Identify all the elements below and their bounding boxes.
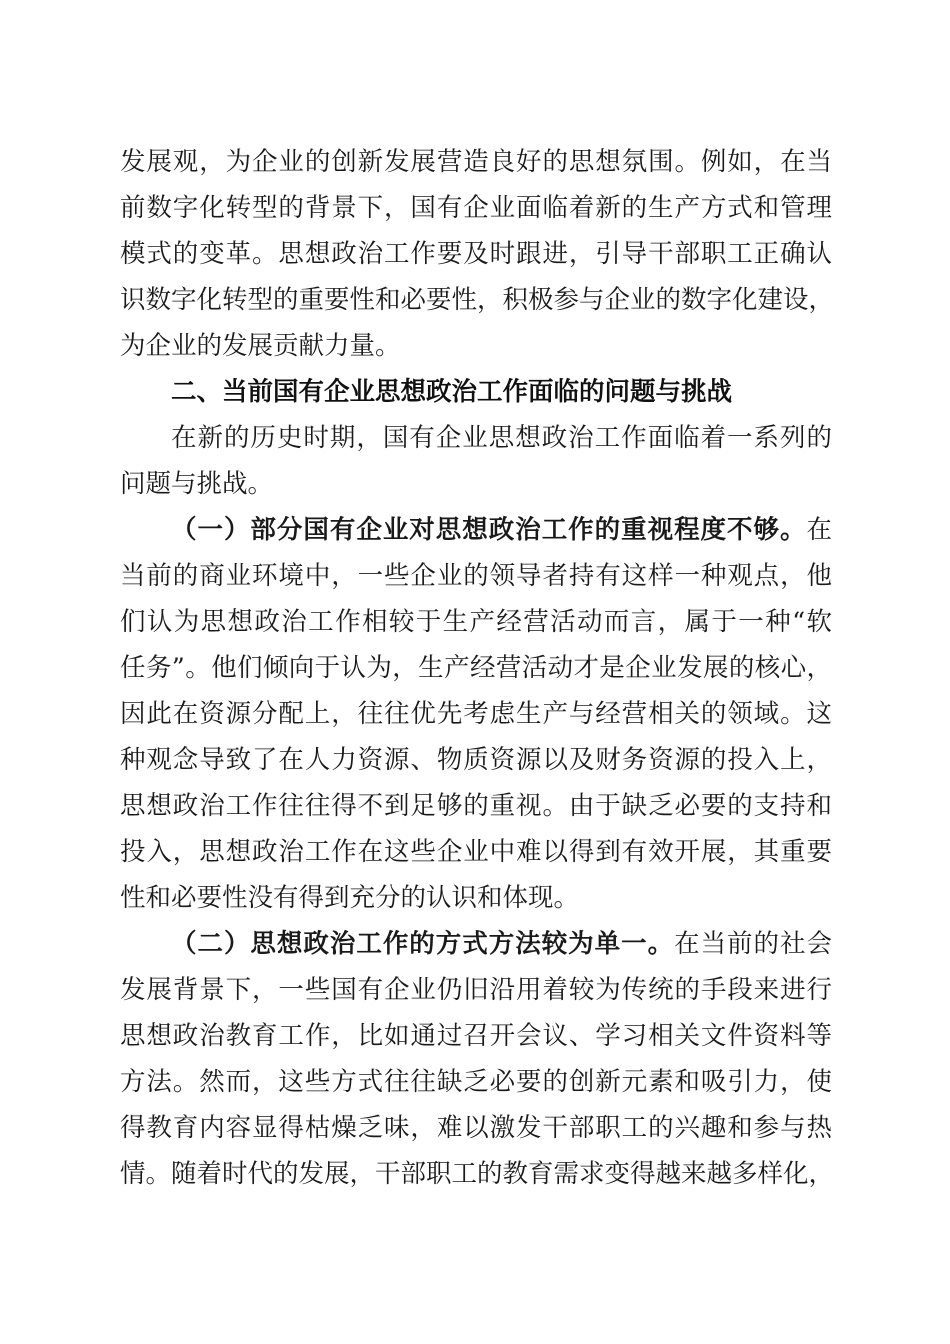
- point-two-lead-tail: 在当前的社会: [674, 929, 832, 959]
- paragraph-line: 思想政治教育工作，比如通过召开会议、学习相关文件资料等: [120, 1021, 832, 1051]
- paragraph-line: 当前的商业环境中，一些企业的领导者持有这样一种观点，他: [120, 561, 832, 591]
- point-one-first-line: [171, 511, 832, 549]
- paragraph-line: 情。随着时代的发展，干部职工的教育需求变得越来越多样化，: [120, 1159, 835, 1189]
- paragraph-line: 问题与挑战。: [120, 469, 274, 499]
- paragraph-line: 种观念导致了在人力资源、物质资源以及财务资源的投入上，: [120, 745, 832, 775]
- paragraph-line: 识数字化转型的重要性和必要性，积极参与企业的数字化建设，: [120, 285, 835, 315]
- point-two-first-line: [171, 925, 832, 963]
- point-two-lead: （二）思想政治工作的方式方法较为单一。: [171, 929, 675, 959]
- point-one-lead: （一）部分国有企业对思想政治工作的重视程度不够。: [171, 515, 807, 545]
- paragraph-line: 因此在资源分配上，往往优先考虑生产与经营相关的领域。这: [120, 699, 832, 729]
- section-heading: 二、当前国有企业思想政治工作面临的问题与挑战: [171, 377, 733, 407]
- paragraph-line: 思想政治工作往往得不到足够的重视。由于缺乏必要的支持和: [120, 791, 832, 821]
- point-one-lead-tail: 在: [806, 515, 832, 545]
- paragraph-line: 投入，思想政治工作在这些企业中难以得到有效开展，其重要: [120, 837, 832, 867]
- paragraph-line: 方法。然而，这些方式往往缺乏必要的创新元素和吸引力，使: [120, 1067, 832, 1097]
- paragraph-line: 前数字化转型的背景下，国有企业面临着新的生产方式和管理: [120, 193, 832, 223]
- paragraph-line: 得教育内容显得枯燥乏味，难以激发干部职工的兴趣和参与热: [120, 1113, 832, 1143]
- paragraph-line: 任务”。他们倾向于认为，生产经营活动才是企业发展的核心，: [120, 653, 832, 683]
- paragraph-line: 模式的变革。思想政治工作要及时跟进，引导干部职工正确认: [120, 239, 832, 269]
- paragraph-line: 发展观，为企业的创新发展营造良好的思想氛围。例如，在当: [120, 147, 832, 177]
- paragraph-line: 发展背景下，一些国有企业仍旧沿用着较为传统的手段来进行: [120, 975, 832, 1005]
- paragraph-line: 们认为思想政治工作相较于生产经营活动而言，属于一种“软: [120, 607, 832, 637]
- paragraph-line: 为企业的发展贡献力量。: [120, 331, 401, 361]
- paragraph-line: 性和必要性没有得到充分的认识和体现。: [120, 883, 580, 913]
- paragraph-line: 在新的历史时期，国有企业思想政治工作面临着一系列的: [171, 423, 832, 453]
